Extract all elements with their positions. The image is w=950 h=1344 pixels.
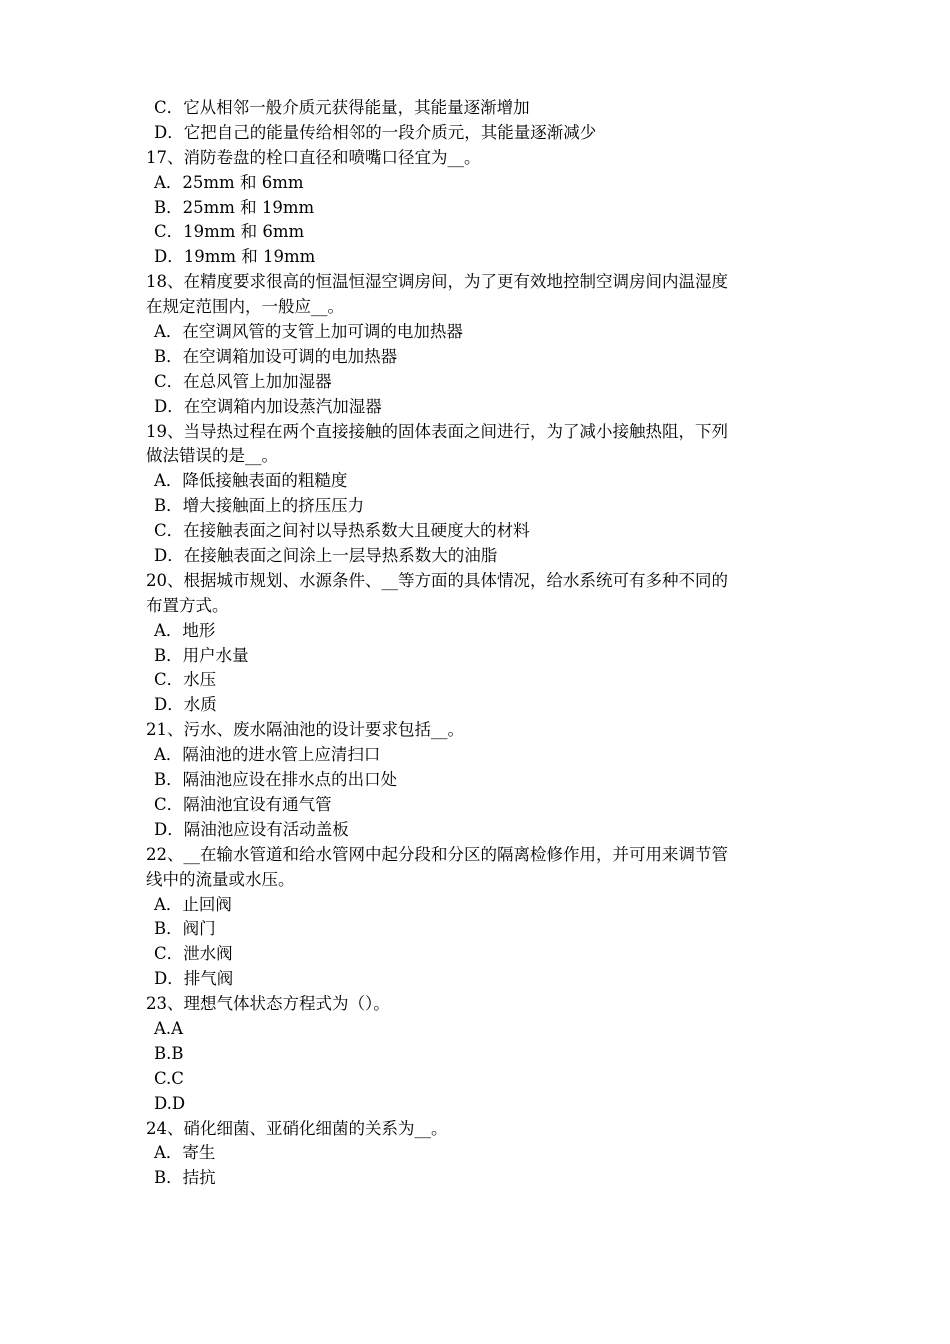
question-text: 做法错误的是__。 (146, 446, 278, 466)
answer-option: A．隔油池的进水管上应清扫口 (154, 745, 381, 765)
answer-option: C.C (154, 1068, 184, 1088)
answer-option: A．寄生 (154, 1143, 216, 1163)
answer-option: A.A (154, 1018, 184, 1038)
answer-option: C．在总风管上加加湿器 (154, 371, 332, 391)
answer-option: D．在空调箱内加设蒸汽加湿器 (154, 396, 382, 416)
answer-option: D．排气阀 (154, 969, 234, 989)
answer-option: D.D (154, 1093, 186, 1113)
answer-option: B．增大接触面上的挤压压力 (154, 496, 365, 516)
question-text: 布置方式。 (146, 595, 229, 615)
answer-option: B．隔油池应设在排水点的出口处 (154, 770, 398, 790)
answer-option: B．阀门 (154, 919, 216, 939)
question-text: 在规定范围内，一般应__。 (146, 297, 344, 317)
answer-option: C．泄水阀 (154, 944, 233, 964)
answer-option: A．在空调风管的支管上加可调的电加热器 (154, 322, 463, 342)
answer-option: D．水质 (154, 695, 217, 715)
answer-option: A．地形 (154, 620, 216, 640)
question-text: 23、理想气体状态方程式为（）。 (146, 994, 390, 1014)
question-text: 19、当导热过程在两个直接接触的固体表面之间进行，为了减小接触热阻，下列 (146, 421, 728, 441)
answer-option: A．降低接触表面的粗糙度 (154, 471, 348, 491)
question-text: 18、在精度要求很高的恒温恒湿空调房间，为了更有效地控制空调房间内温湿度 (146, 272, 728, 292)
answer-option: C．水压 (154, 670, 217, 690)
answer-option: B．拮抗 (154, 1168, 216, 1188)
answer-option: C．在接触表面之间衬以导热系数大且硬度大的材料 (154, 521, 530, 541)
answer-option: B．用户水量 (154, 645, 249, 665)
document-body (146, 96, 826, 1191)
question-text: 21、污水、废水隔油池的设计要求包括__。 (146, 720, 464, 740)
answer-option: D．在接触表面之间涂上一层导热系数大的油脂 (154, 546, 498, 566)
answer-option: D．隔油池应设有活动盖板 (154, 819, 349, 839)
answer-option: B．25mm 和 19mm (154, 197, 315, 217)
answer-option: C．隔油池宜设有通气管 (154, 794, 332, 814)
answer-option: C．19mm 和 6mm (154, 222, 305, 242)
question-text: 20、根据城市规划、水源条件、__等方面的具体情况，给水系统可有多种不同的 (146, 570, 728, 590)
answer-option: C．它从相邻一般介质元获得能量，其能量逐渐增加 (154, 98, 530, 117)
answer-option: B.B (154, 1043, 184, 1063)
answer-option: D．它把自己的能量传给相邻的一段介质元，其能量逐渐减少 (154, 122, 597, 142)
question-text: 17、消防卷盘的栓口直径和喷嘴口径宜为__。 (146, 147, 481, 167)
question-text: 22、__在输水管道和给水管网中起分段和分区的隔离检修作用，并可用来调节管 (146, 844, 728, 864)
question-text: 24、硝化细菌、亚硝化细菌的关系为__。 (146, 1118, 448, 1138)
answer-option: A．25mm 和 6mm (154, 172, 304, 192)
question-text: 线中的流量或水压。 (146, 869, 295, 889)
answer-option: B．在空调箱加设可调的电加热器 (154, 346, 398, 366)
answer-option: A．止回阀 (154, 894, 232, 914)
answer-option: D．19mm 和 19mm (154, 247, 316, 267)
